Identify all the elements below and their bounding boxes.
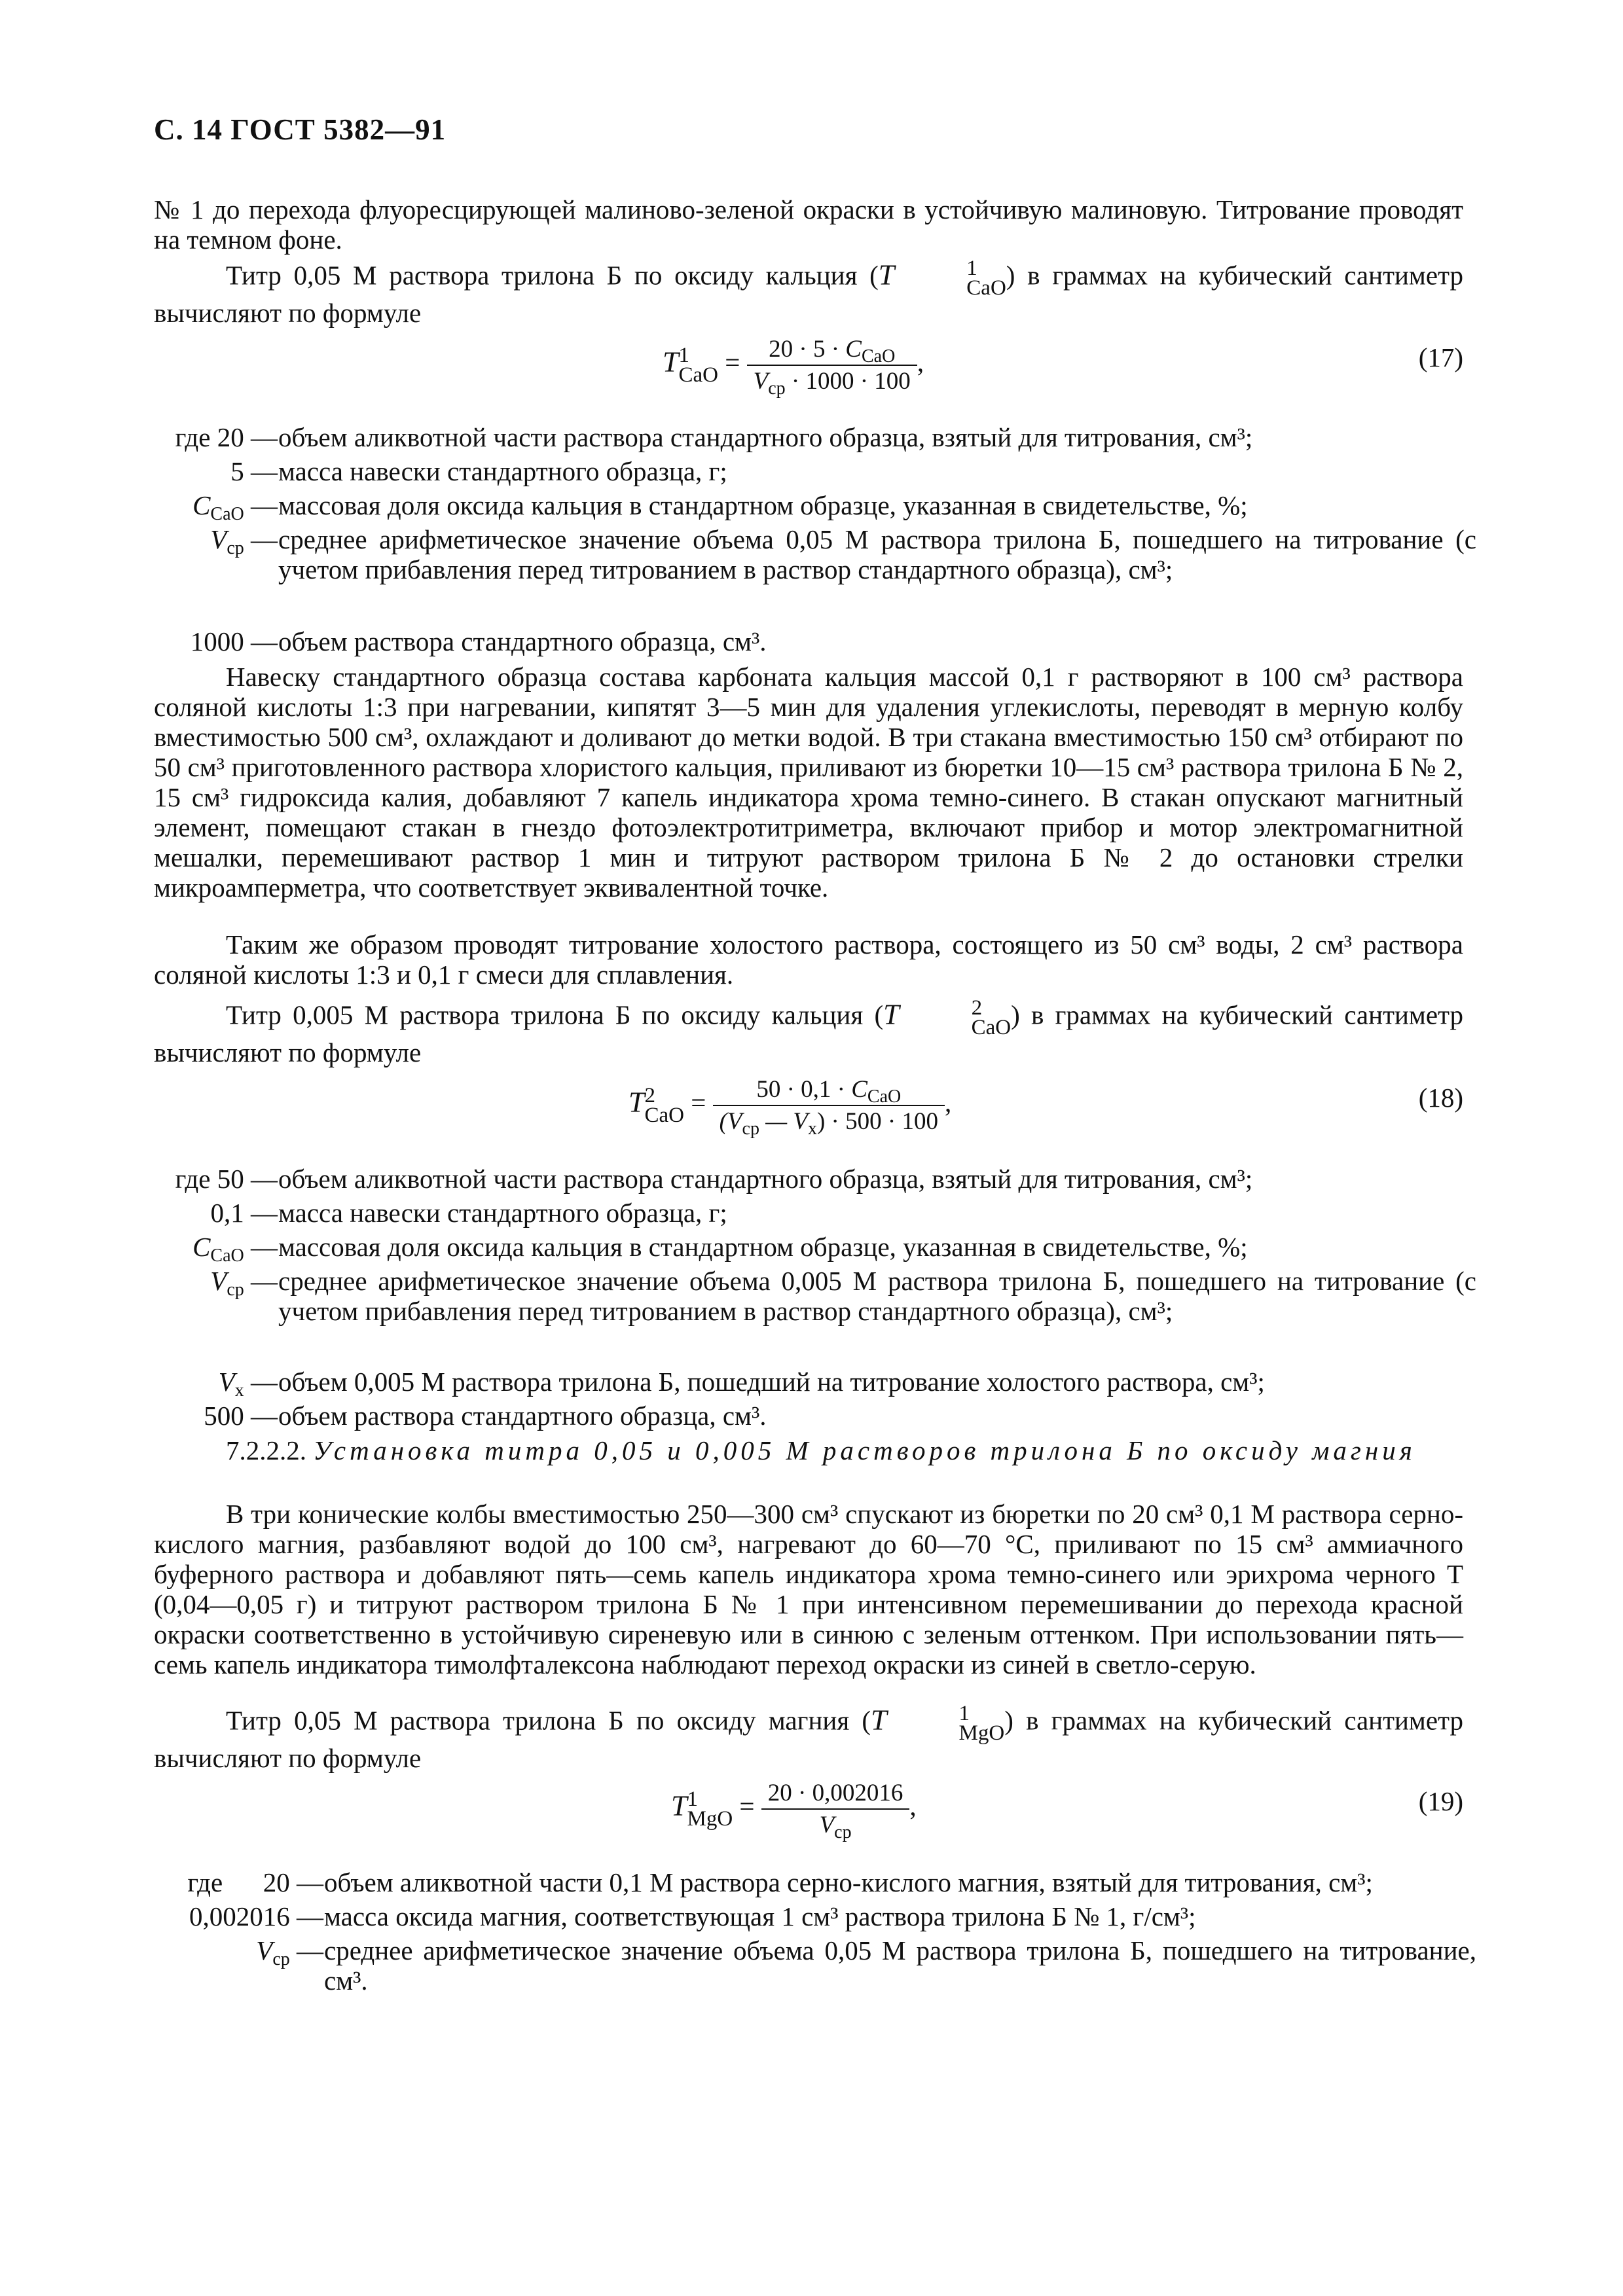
sup-index: 1 — [678, 344, 689, 367]
sub-index: CaO — [678, 363, 718, 387]
sup-index: 1 — [966, 257, 977, 280]
def-text: масса навески стандартного образца, г; — [278, 1198, 727, 1228]
def-text: объем аликвотной части раствора стандартного образца, взятый для титрования, см³; — [278, 1164, 1253, 1194]
def-text: объем 0,005 М раствора трилона Б, пошедший на титрование холостого раствора, см³; — [278, 1367, 1265, 1397]
paragraph-text: Титр 0,05 М раствора трилона Б по оксиду кальция ( — [226, 260, 879, 291]
dash: — — [244, 1266, 278, 1296]
paragraph-mg-procedure: В три конические колбы вместимостью 250—300 см³ спускают из бюретки по 20 см³ 0,1 М раствора серно-кислого магния, разбавляют водой до 100 см³, нагревают до 60—70 °С, приливают по 15 см³ аммиачного буферного раствора и добавляют пять—семь капель индикатора хрома темно-синего или эрихрома черного Т (0,04—0,05 г) и титруют раствором трилона Б № 1 при интенсивном перемешивании до перехода красной окраски соответственно в устойчивую сиреневую или в синюю с зеленым оттенком. При использовании пять—семь капель индикатора тимолфталексона наблюдают переход окраски из синей в светло-серую. — [154, 1499, 1463, 1679]
sub-index: MgO — [687, 1807, 733, 1831]
def-symbol — [192, 490, 278, 524]
def-symbol: 1000 — — [190, 626, 278, 656]
symbol-t: T — [663, 346, 679, 378]
paragraph-text: Титр 0,005 М раствора трилона Б по оксиду кальция ( — [226, 999, 884, 1030]
symbol-t: T — [871, 1704, 887, 1736]
equation-number-19: (19) — [1418, 1786, 1463, 1816]
symbol-indices — [887, 1704, 1005, 1743]
sub-index: CaO — [966, 276, 1006, 300]
section-title: Установка титра 0,05 и 0,005 М растворов трилона Б по оксиду магния — [313, 1435, 1416, 1465]
def-text: среднее арифметическое значение объема 0,05 М раствора трилона Б, пошедшего на титрование, см³. — [324, 1935, 1476, 1996]
section-number: 7.2.2.2. — [226, 1435, 314, 1465]
sub-index: ср — [272, 1949, 290, 1969]
dash: — — [244, 490, 278, 520]
symbol-indices — [894, 259, 1006, 298]
paragraph-titr-cao-2 — [154, 998, 1463, 1067]
def-symbol — [192, 1232, 278, 1266]
def-symbol: 5 — — [230, 456, 278, 486]
sub-index: x — [807, 1119, 817, 1139]
paragraph-text: Титр 0,05 М раствора трилона Б по оксиду магния ( — [226, 1705, 871, 1736]
dash: — — [289, 1935, 323, 1965]
def-symbol: где 20 — — [175, 422, 278, 452]
sub-index: CaO — [210, 1246, 244, 1266]
denominator-mid: — V — [759, 1108, 808, 1135]
numerator-text: 20 · 5 · — [769, 336, 846, 363]
section-7-2-2-2 — [154, 1435, 1463, 1465]
symbol-v: V — [210, 1266, 227, 1296]
sub-index: CaO — [861, 346, 896, 367]
def-symbol — [210, 524, 278, 558]
def-symbol — [210, 1266, 278, 1300]
sup-index: 1 — [687, 1787, 698, 1811]
def-symbol — [256, 1935, 323, 1969]
paragraph-titr-mgo — [154, 1704, 1463, 1773]
equals-sign: = — [725, 347, 747, 378]
dash: — — [244, 524, 278, 554]
symbol-indices — [644, 1086, 684, 1125]
def-symbol: 500 — — [204, 1401, 278, 1431]
symbol-v: V — [210, 524, 227, 554]
sup-index: 2 — [971, 996, 983, 1020]
formula-18 — [629, 1075, 952, 1139]
denominator — [747, 366, 917, 399]
sup-index: 1 — [958, 1702, 970, 1725]
formula-17 — [663, 335, 924, 399]
paragraph-text: ) в граммах на кубический сантиметр вычисляют по формуле — [154, 999, 1463, 1067]
denominator-open: (V — [719, 1108, 742, 1135]
formula-comma: , — [944, 1087, 952, 1118]
def-text: среднее арифметическое значение объема 0,005 М раствора трилона Б, пошедшего на титрование (с учетом прибавления перед титрованием в раствор стандартного образца), см³; — [278, 1266, 1476, 1326]
symbol-indices — [678, 346, 718, 385]
sub-index: CaO — [210, 504, 244, 524]
symbol-t: T — [878, 259, 895, 291]
def-text: объем аликвотной части раствора стандартного образца, взятый для титрования, см³; — [278, 422, 1253, 452]
denominator — [713, 1106, 945, 1139]
symbol-indices — [900, 998, 1012, 1037]
numerator-text: 50 · 0,1 · — [756, 1076, 852, 1103]
symbol-c: C — [845, 336, 862, 363]
paragraph-text: ) в граммах на кубический сантиметр вычисляют по формуле — [154, 260, 1463, 328]
def-text: среднее арифметическое значение объема 0,05 М раствора трилона Б, пошедшего на титрование (с учетом прибавления перед титрованием в раствор стандартного образца), см³; — [278, 524, 1476, 584]
def-symbol: где 50 — — [175, 1164, 278, 1194]
dash: — — [244, 1232, 278, 1262]
paragraph-blank: Таким же образом проводят титрование холостого раствора, состоящего из 50 см³ воды, 2 см³ раствора соляной кислоты 1:3 и 0,1 г смеси для сплавления. — [154, 929, 1463, 990]
sub-index: x — [234, 1380, 244, 1401]
symbol-v: V — [218, 1367, 235, 1397]
formula-19 — [671, 1779, 917, 1842]
def-text: объем раствора стандартного образца, см³. — [278, 1401, 767, 1431]
def-symbol: 0,1 — — [210, 1198, 278, 1228]
symbol-t: T — [883, 998, 900, 1031]
sub-index: ср — [227, 1280, 244, 1300]
formula-comma: , — [917, 347, 924, 378]
def-text: массовая доля оксида кальция в стандартном образце, указанная в свидетельстве, %; — [278, 1232, 1248, 1262]
formula-comma: , — [909, 1791, 917, 1821]
numerator — [713, 1075, 945, 1106]
paragraph-continuation: № 1 до перехода флуоресцирующей малиново-зеленой окраски в устойчивую малиновую. Титрование проводят на темном фоне. — [154, 194, 1463, 255]
equals-sign: = — [739, 1791, 761, 1821]
sub-index: CaO — [867, 1086, 902, 1107]
paragraph-titr-cao-1 — [154, 259, 1463, 328]
fraction — [747, 335, 917, 399]
equals-sign: = — [691, 1087, 713, 1118]
def-text: объем аликвотной части 0,1 М раствора серно-кислого магния, взятый для титрования, см³; — [324, 1867, 1373, 1897]
def-symbol: 0,002016 — — [189, 1901, 323, 1931]
sub-index: ср — [227, 538, 244, 558]
symbol-v: V — [256, 1935, 273, 1965]
symbol-c: C — [851, 1076, 867, 1103]
symbol-v: V — [753, 368, 769, 395]
paragraph-procedure: Навеску стандартного образца состава карбоната кальция массой 0,1 г растворяют в 100 см³ раствора соляной кислоты 1:3 при нагревании, кипятят 3—5 мин для удаления углекислоты, переводят в мерную колбу вместимостью 500 см³, охлаждают и доливают до метки водой. В три стакана вместимостью 150 см³ отбирают по 50 см³ приготовленного раствора хлористого кальция, приливают из бюретки 10—15 см³ раствора трилона Б № 2, 15 см³ гидроксида калия, добавляют 7 капель индикатора хрома темно-синего. В стакан опускают магнитный элемент, помещают стакан в гнездо фотоэлектротитриметра, включают прибор и мотор электромагнитной мешалки, перемешивают раствор 1 мин и титруют раствором трилона Б № 2 до остановки стрелки микроамперметра, что соответствует эквивалентной точке. — [154, 662, 1463, 903]
symbol-t: T — [671, 1789, 687, 1822]
symbol-t: T — [629, 1086, 645, 1119]
def-text: массовая доля оксида кальция в стандартном образце, указанная в свидетельстве, %; — [278, 490, 1248, 520]
denominator-text: · 1000 · 100 — [785, 368, 911, 395]
symbol-c: C — [192, 1232, 211, 1262]
sub-index: CaO — [644, 1103, 684, 1127]
def-symbol: где 20 — — [187, 1867, 323, 1897]
sub-index: ср — [768, 378, 786, 399]
def-text: масса оксида магния, соответствующая 1 см³ раствора трилона Б № 1, г/см³; — [324, 1901, 1196, 1931]
fraction — [713, 1075, 945, 1139]
symbol-v: V — [819, 1812, 835, 1839]
def-text: объем раствора стандартного образца, см³. — [278, 626, 767, 656]
symbol-c: C — [192, 490, 211, 520]
sub-index: ср — [742, 1119, 759, 1139]
def-symbol — [218, 1367, 278, 1401]
sub-index: MgO — [958, 1721, 1005, 1745]
fraction — [761, 1779, 910, 1842]
page-header: С. 14 ГОСТ 5382—91 — [154, 113, 447, 146]
equation-number-17: (17) — [1418, 342, 1463, 372]
numerator: 20 · 0,002016 — [761, 1779, 910, 1810]
denominator — [761, 1810, 910, 1842]
sub-index: CaO — [971, 1016, 1012, 1039]
sup-index: 2 — [644, 1084, 655, 1107]
denominator-text: ) · 500 · 100 — [816, 1108, 938, 1135]
symbol-indices — [687, 1789, 733, 1829]
numerator — [747, 335, 917, 366]
sub-index: ср — [834, 1822, 852, 1842]
dash: — — [244, 1367, 278, 1397]
def-text: масса навески стандартного образца, г; — [278, 456, 727, 486]
equation-number-18: (18) — [1418, 1083, 1463, 1113]
paragraph-text: ) в граммах на кубический сантиметр вычисляют по формуле — [154, 1705, 1463, 1773]
